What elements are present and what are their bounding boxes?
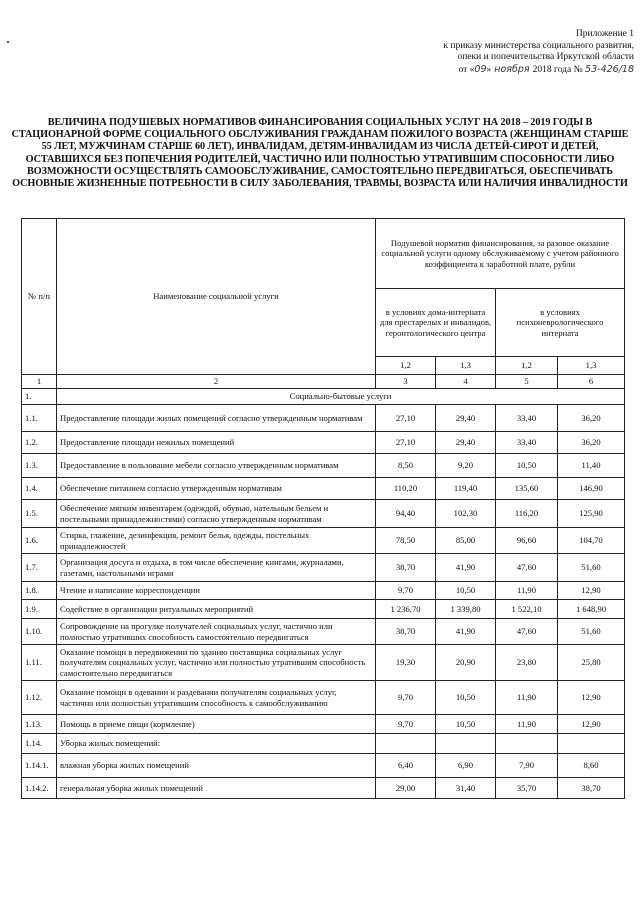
date-quote: » xyxy=(486,64,492,75)
row-value: 12,90 xyxy=(558,582,625,600)
row-num: 1.9. xyxy=(22,600,57,619)
coef-cell: 1,3 xyxy=(558,357,625,375)
row-value: 12,90 xyxy=(558,681,625,715)
row-num: 1.14. xyxy=(22,734,57,754)
row-value: 35,70 xyxy=(496,778,558,799)
row-value: 116,20 xyxy=(496,500,558,528)
coef-cell: 1,3 xyxy=(436,357,496,375)
row-num: 1.14.1. xyxy=(22,754,57,778)
row-num: 1.5. xyxy=(22,500,57,528)
row-value xyxy=(558,734,625,754)
row-value: 9,20 xyxy=(436,454,496,478)
row-value: 1 339,80 xyxy=(436,600,496,619)
row-service-name: Предоставление площади жилых помещений согласно утвержденным нормативам xyxy=(57,405,376,432)
table-row xyxy=(22,778,625,799)
table-row xyxy=(22,734,625,754)
handwritten-day: 09 xyxy=(474,63,487,75)
table-row xyxy=(22,500,625,528)
row-value: 9,70 xyxy=(376,715,436,734)
row-value: 11,40 xyxy=(558,454,625,478)
handwritten-month: ноября xyxy=(491,63,533,75)
row-num: 1.3. xyxy=(22,454,57,478)
date-prefix: от « xyxy=(458,64,475,75)
row-value xyxy=(376,734,436,754)
row-num: 1.12. xyxy=(22,681,57,715)
table-row xyxy=(22,454,625,478)
row-num: 1.2. xyxy=(22,432,57,454)
row-value: 96,60 xyxy=(496,528,558,554)
row-value: 102,30 xyxy=(436,500,496,528)
table-row xyxy=(22,645,625,681)
row-value: 1 648,90 xyxy=(558,600,625,619)
appendix-line: Приложение 1 xyxy=(575,29,634,39)
row-value: 11,90 xyxy=(496,582,558,600)
row-value: 10,50 xyxy=(436,681,496,715)
row-value: 10,50 xyxy=(436,715,496,734)
row-num: 1.14.2. xyxy=(22,778,57,799)
row-value xyxy=(436,734,496,754)
index-cell: 3 xyxy=(376,375,436,389)
index-cell: 6 xyxy=(558,375,625,389)
row-value: 6,40 xyxy=(376,754,436,778)
document-title: ВЕЛИЧИНА ПОДУШЕВЫХ НОРМАТИВОВ ФИНАНСИРОВАНИЯ СОЦИАЛЬНЫХ УСЛУГ НА 2018 – 2019 ГОДЫ В СТАЦИОНАРНОЙ ФОРМЕ СОЦИАЛЬНОГО ОБСЛУЖИВАНИЯ ГРАЖДАНАМ ПОЖИЛОГО ВОЗРАСТА (ЖЕНЩИНАМ СТАРШЕ 55 ЛЕТ, МУЖЧИНАМ СТАРШЕ 60 ЛЕТ), ИНВАЛИДАМ, ДЕТЯМ-ИНВАЛИДАМ ИЗ ЧИСЛА ДЕТЕЙ-СИРОТ И ДЕТЕЙ, ОСТАВШИХСЯ БЕЗ ПОПЕЧЕНИЯ РОДИТЕЛЕЙ, ЧАСТИЧНО ИЛИ ПОЛНОСТЬЮ УТРАТИВШИМ СПОСОБНОСТИ ЛИБО ВОЗМОЖНОСТИ ОСУЩЕСТВЛЯТЬ САМООБСЛУЖИВАНИЕ, САМОСТОЯТЕЛЬНО ПЕРЕДВИГАТЬСЯ, ОБЕСПЕЧИВАТЬ ОСНОВНЫЕ ЖИЗНЕННЫЕ ПОТРЕБНОСТИ В СИЛУ ЗАБОЛЕВАНИЯ, ТРАВМЫ, ВОЗРАСТА ИЛИ НАЛИЧИЯ ИНВАЛИДНОСТИ xyxy=(11,117,629,190)
row-num: 1.8. xyxy=(22,582,57,600)
row-value: 29,40 xyxy=(436,405,496,432)
index-cell: 1 xyxy=(22,375,57,389)
section-title: Социально-бытовые услуги xyxy=(57,389,625,405)
table-row xyxy=(22,405,625,432)
header-num: № п/п xyxy=(22,219,57,375)
row-num: 1.11. xyxy=(22,645,57,681)
row-value: 25,80 xyxy=(558,645,625,681)
row-value: 38,70 xyxy=(376,619,436,645)
row-service-name: Содействие в организации ритуальных мероприятий xyxy=(57,600,376,619)
row-value: 85,00 xyxy=(436,528,496,554)
table-row xyxy=(22,478,625,500)
row-value: 27,10 xyxy=(376,432,436,454)
row-value: 33,40 xyxy=(496,405,558,432)
table-row xyxy=(22,432,625,454)
table-row xyxy=(22,754,625,778)
row-value: 29,40 xyxy=(436,432,496,454)
row-value: 8,50 xyxy=(376,454,436,478)
row-service-name: Помощь в приеме пищи (кормление) xyxy=(57,715,376,734)
row-service-name: Организация досуга и отдыха, в том числе обеспечение книгами, журналами, газетами, настольными играми xyxy=(57,554,376,582)
row-service-name: влажная уборка жилых помещений xyxy=(57,754,376,778)
row-value: 125,90 xyxy=(558,500,625,528)
row-value: 104,70 xyxy=(558,528,625,554)
table-row xyxy=(22,600,625,619)
row-value: 9,70 xyxy=(376,582,436,600)
row-value: 7,90 xyxy=(496,754,558,778)
row-value: 23,80 xyxy=(496,645,558,681)
table-row xyxy=(22,715,625,734)
row-value: 11,90 xyxy=(496,715,558,734)
row-value: 8,60 xyxy=(558,754,625,778)
row-value: 12,90 xyxy=(558,715,625,734)
row-service-name: генеральная уборка жилых помещений xyxy=(57,778,376,799)
row-value: 1 236,70 xyxy=(376,600,436,619)
row-value: 9,70 xyxy=(376,681,436,715)
row-service-name: Обеспечение мягким инвентарем (одеждой, обувью, нательным бельем и постельными принадлежностями) согласно утвержденным нормативам xyxy=(57,500,376,528)
row-value: 47,60 xyxy=(496,619,558,645)
row-num: 1.1. xyxy=(22,405,57,432)
row-value: 29,00 xyxy=(376,778,436,799)
row-num: 1.4. xyxy=(22,478,57,500)
row-value: 51,60 xyxy=(558,619,625,645)
row-service-name: Обеспечение питанием согласно утвержденным нормативам xyxy=(57,478,376,500)
header-group-care-home: в условиях дома-интерната для престарелых и инвалидов, геронтологического центра xyxy=(376,289,496,357)
row-value: 6,90 xyxy=(436,754,496,778)
table-row xyxy=(22,528,625,554)
row-value: 119,40 xyxy=(436,478,496,500)
index-cell: 5 xyxy=(496,375,558,389)
row-num: 1.13. xyxy=(22,715,57,734)
row-service-name: Предоставление площади нежилых помещений xyxy=(57,432,376,454)
appendix-line: опеки и попечительства Иркутской области xyxy=(457,52,634,62)
table-row xyxy=(22,554,625,582)
row-service-name: Чтение и написание корреспонденции xyxy=(57,582,376,600)
row-value: 146,90 xyxy=(558,478,625,500)
row-value: 110,20 xyxy=(376,478,436,500)
row-value: 27,10 xyxy=(376,405,436,432)
row-value: 38,70 xyxy=(558,778,625,799)
row-service-name: Стирка, глажение, дезинфекция, ремонт белья, одежды, постельных принадлежностей xyxy=(57,528,376,554)
row-value: 135,60 xyxy=(496,478,558,500)
row-value: 11,90 xyxy=(496,681,558,715)
appendix-header xyxy=(443,29,634,76)
appendix-line: к приказу министерства социального развития, xyxy=(443,40,634,51)
index-cell: 4 xyxy=(436,375,496,389)
row-value: 94,40 xyxy=(376,500,436,528)
section-num: 1. xyxy=(22,389,57,405)
row-service-name: Предоставление в пользование мебели согласно утвержденным нормативам xyxy=(57,454,376,478)
norms-table xyxy=(21,218,625,799)
header-norm: Подушевой норматив финансирования, за разовое оказание социальной услуги одному обслуживаемому с учетом районного коэффициента к заработной плате, рубли xyxy=(376,219,625,289)
row-value: 1 522,10 xyxy=(496,600,558,619)
row-num: 1.7. xyxy=(22,554,57,582)
coef-cell: 1,2 xyxy=(376,357,436,375)
row-service-name: Сопровождение на прогулке получателей социальных услуг, частично или полностью утративших способность самостоятельно передвигаться xyxy=(57,619,376,645)
row-value: 36,20 xyxy=(558,432,625,454)
row-service-name: Уборка жилых помещений: xyxy=(57,734,376,754)
coef-cell: 1,2 xyxy=(496,357,558,375)
header-group-psycho: в условиях психоневрологического интерната xyxy=(496,289,625,357)
row-value: 31,40 xyxy=(436,778,496,799)
header-service-name: Наименование социальной услуги xyxy=(57,219,376,375)
row-value: 41,90 xyxy=(436,554,496,582)
row-value: 38,70 xyxy=(376,554,436,582)
table-row xyxy=(22,619,625,645)
appendix-date-line xyxy=(443,64,634,77)
row-value: 20,90 xyxy=(436,645,496,681)
index-cell: 2 xyxy=(57,375,376,389)
row-num: 1.6. xyxy=(22,528,57,554)
table-row xyxy=(22,681,625,715)
row-value: 36,20 xyxy=(558,405,625,432)
row-value: 41,90 xyxy=(436,619,496,645)
table-row xyxy=(22,582,625,600)
row-service-name: Оказание помощи в одевании и раздевании получателям социальных услуг, частично или полностью утратившим способность к самообслуживанию xyxy=(57,681,376,715)
row-value: 10,50 xyxy=(496,454,558,478)
scan-artifact xyxy=(7,41,9,43)
row-value: 78,50 xyxy=(376,528,436,554)
handwritten-number: 53-426/18 xyxy=(585,63,634,75)
row-value: 51,60 xyxy=(558,554,625,582)
row-value: 33,40 xyxy=(496,432,558,454)
row-value: 10,50 xyxy=(436,582,496,600)
row-value: 47,60 xyxy=(496,554,558,582)
row-num: 1.10. xyxy=(22,619,57,645)
date-year: 2018 года № xyxy=(532,64,586,75)
row-service-name: Оказание помощи в передвижении по зданию поставщика социальных услуг получателям социальных услуг, частично или полностью утратившим способность самостоятельно передвигаться xyxy=(57,645,376,681)
row-value xyxy=(496,734,558,754)
row-value: 19,30 xyxy=(376,645,436,681)
